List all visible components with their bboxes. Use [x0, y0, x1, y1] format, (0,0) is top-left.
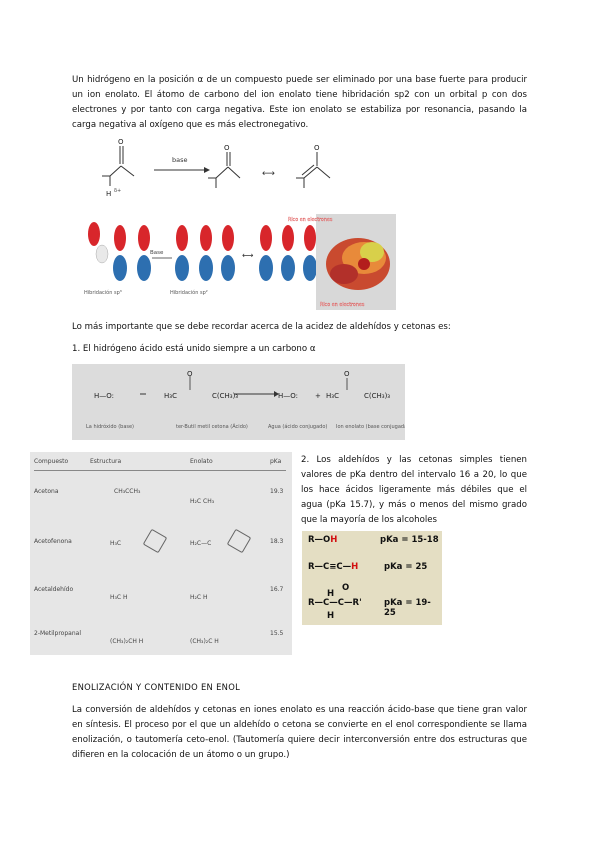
table-row: 2-Metilpropanal (CH₃)₂CH H (CH₃)₂C H 15.5: [34, 630, 284, 645]
svg-text:O: O: [187, 370, 193, 378]
intro-paragraph: Un hidrógeno en la posición α de un compuesto puede ser eliminado por una base fuerte para producir un ion enolato. El átomo de carbono del ion enolato tiene hibridación sp2 con un orbital p con dos electrones y por tanto con carga negativa. Este ion enolato se estabiliza por resonancia, pasando la carga negativa al oxígeno que es más electronegativo.: [72, 75, 527, 130]
hydroxide-formula: H—O:: [94, 392, 115, 400]
alkyne-formula: R—C≡C—H: [308, 562, 359, 572]
base-arrow-label: base: [172, 156, 188, 164]
point-1: 1. El hidrógeno ácido está unido siempre a un carbono α: [72, 344, 316, 354]
pka-comparison-box: R—OH pKa = 15-18 R—C≡C—H pKa = 25 O H R—C—C—R' H pKa = 19-25: [302, 531, 442, 625]
orbital-group-3: [259, 225, 317, 281]
orbital-figure: [82, 212, 402, 312]
oxygen-label: O: [118, 138, 124, 146]
electron-rich-label-1: Rico en electrones: [288, 218, 333, 223]
table-row: Acetona CH₃CCH₃ H₂C CH₃ 19.3: [34, 488, 284, 505]
acidic-hydrogen: H: [330, 535, 338, 545]
svg-text:⟷: ⟷: [242, 251, 254, 260]
resonance-arrow: ⟷: [262, 169, 275, 179]
enolate-resonance-1: [208, 144, 240, 188]
alcohol-pka: pKa = 15-18: [380, 535, 439, 545]
carbonyl-pka: pKa = 19-25: [384, 598, 431, 618]
orbital-group-1: [84, 222, 151, 296]
carbonyl-formula: R—C—C—R': [308, 598, 362, 608]
svg-text:O: O: [224, 144, 230, 152]
alkyne-pka: pKa = 25: [384, 562, 428, 572]
hybridization-sp2-label: Hibridación sp²: [170, 290, 208, 296]
pka-table: [30, 452, 292, 655]
pka-table-header: Compuesto Estructura Enolato pKa: [34, 458, 286, 471]
orbital-group-2: [170, 225, 235, 296]
svg-text:H₃C: H₃C: [164, 392, 177, 400]
ketone-structure: [102, 138, 134, 198]
acidic-hydrogen: H: [327, 611, 335, 621]
section-heading: ENOLIZACIÓN Y CONTENIDO EN ENOL: [72, 682, 241, 692]
acid-base-reaction-figure: [72, 364, 405, 440]
alpha-hydrogen-label: H: [106, 190, 112, 198]
electron-rich-label-2: Rico en electrones: [320, 303, 365, 308]
point-2: 2. Los aldehídos y las cetonas simples tienen valores de pKa dentro del intervalo 16 a 20, lo que los hace ácidos ligeramente más débiles que el agua (pKa 15.7), y más o menos del mismo grado que la mayoría de los alcoholes: [301, 455, 527, 525]
svg-text:H₃C: H₃C: [326, 392, 339, 400]
hybridization-sp3-label: Hibridación sp³: [84, 290, 122, 296]
alcohol-formula: R—OH: [308, 535, 338, 545]
acidity-paragraph: Lo más importante que se debe recordar acerca de la acidez de aldehídos y cetonas es:: [72, 322, 451, 332]
water-caption: Agua (ácido conjugado): [268, 424, 328, 430]
hydroxide-caption: La hidróxido (base): [86, 424, 135, 430]
carbonyl-oxygen: O: [342, 583, 350, 593]
svg-text:O: O: [314, 144, 320, 152]
enolate-caption: Ion enolato (base conjugada): [336, 424, 405, 430]
enolate-resonance-2: [296, 144, 330, 188]
enolate-formation-figure: [92, 132, 342, 204]
svg-text:δ+: δ+: [114, 188, 122, 194]
svg-text:O: O: [344, 370, 350, 378]
ketone-caption: ter-Butil metil cetona (Ácido): [176, 424, 248, 430]
tert-butyl-label: C(CH₃)₃: [212, 392, 239, 400]
svg-text:+: +: [315, 392, 321, 400]
base-label: Base: [150, 250, 164, 256]
enolization-paragraph: La conversión de aldehídos y cetonas en iones enolato es una reacción ácido-base que tiene gran valor en síntesis. El proceso por el que un aldehído o cetona se convierte en el enol correspondiente se llama enolización, o tautomería ceto-enol. (Tautomería quiere decir interconversión entre dos estructuras que difieren en la colocación de un átomo o un grupo.): [72, 705, 527, 760]
table-row: Acetaldehído H₃C H H₂C H 16.7: [34, 586, 284, 601]
table-row: Acetofenona H₃C H₂C—C 18.3: [34, 530, 286, 570]
svg-text:C(CH₃)₃: C(CH₃)₃: [364, 392, 391, 400]
svg-text:H—O:: H—O:: [278, 392, 299, 400]
acidic-hydrogen: H: [351, 562, 359, 572]
